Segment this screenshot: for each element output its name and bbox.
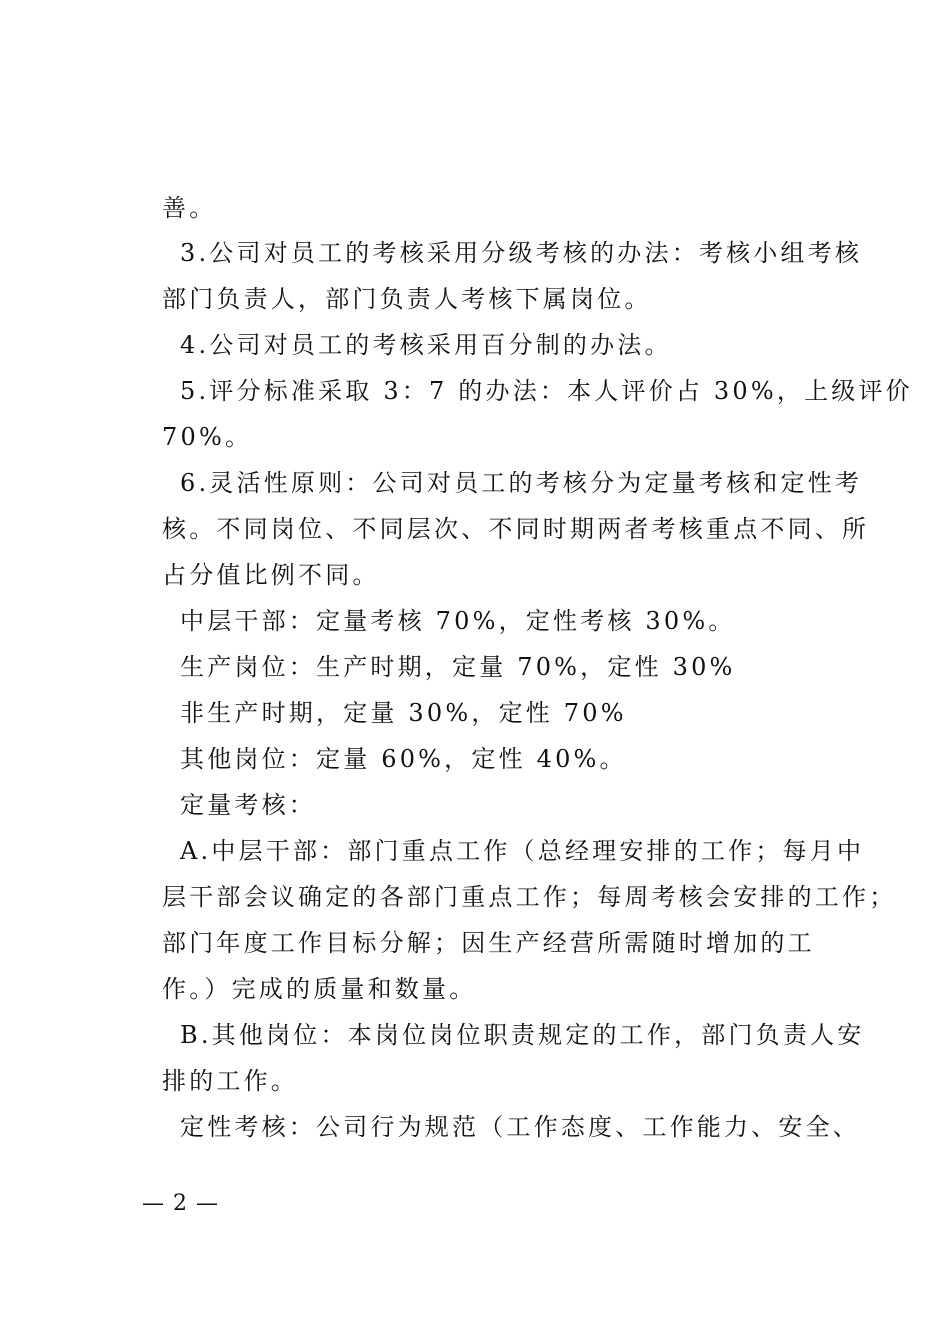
text-line: 作。）完成的质量和数量。 [162, 975, 477, 1003]
text-line: 排的工作。 [162, 1067, 298, 1095]
text-line: 5.评分标准采取 3：7 的办法：本人评价占 30%，上级评价 [180, 377, 913, 405]
text-line: 善。 [162, 194, 217, 222]
text-line: 生产岗位：生产时期，定量 70%，定性 30% [180, 653, 736, 681]
text-line: 部门负责人，部门负责人考核下属岗位。 [162, 285, 652, 313]
text-line: 其他岗位：定量 60%，定性 40%。 [180, 745, 627, 773]
text-line: 4.公司对员工的考核采用百分制的办法。 [180, 331, 672, 359]
text-line: 70%。 [162, 423, 253, 451]
text-line: 定量考核： [180, 791, 316, 819]
text-line: 中层干部：定量考核 70%，定性考核 30%。 [180, 607, 736, 635]
text-line: 6.灵活性原则：公司对员工的考核分为定量考核和定性考 [180, 469, 863, 497]
text-line: A.中层干部：部门重点工作（总经理安排的工作；每月中 [180, 837, 865, 865]
text-line: B.其他岗位：本岗位岗位职责规定的工作，部门负责人安 [180, 1021, 865, 1049]
text-line: 3.公司对员工的考核采用分级考核的办法：考核小组考核 [180, 239, 863, 267]
text-line: 核。不同岗位、不同层次、不同时期两者考核重点不同、所 [162, 515, 870, 543]
text-line: 非生产时期，定量 30%，定性 70% [180, 699, 627, 727]
page-number: — 2 — [142, 1191, 219, 1216]
text-line: 部门年度工作目标分解；因生产经营所需随时增加的工 [162, 929, 815, 957]
text-line: 定性考核：公司行为规范（工作态度、工作能力、安全、 [180, 1113, 860, 1141]
text-line: 占分值比例不同。 [162, 561, 380, 589]
text-line: 层干部会议确定的各部门重点工作；每周考核会安排的工作； [162, 883, 897, 911]
